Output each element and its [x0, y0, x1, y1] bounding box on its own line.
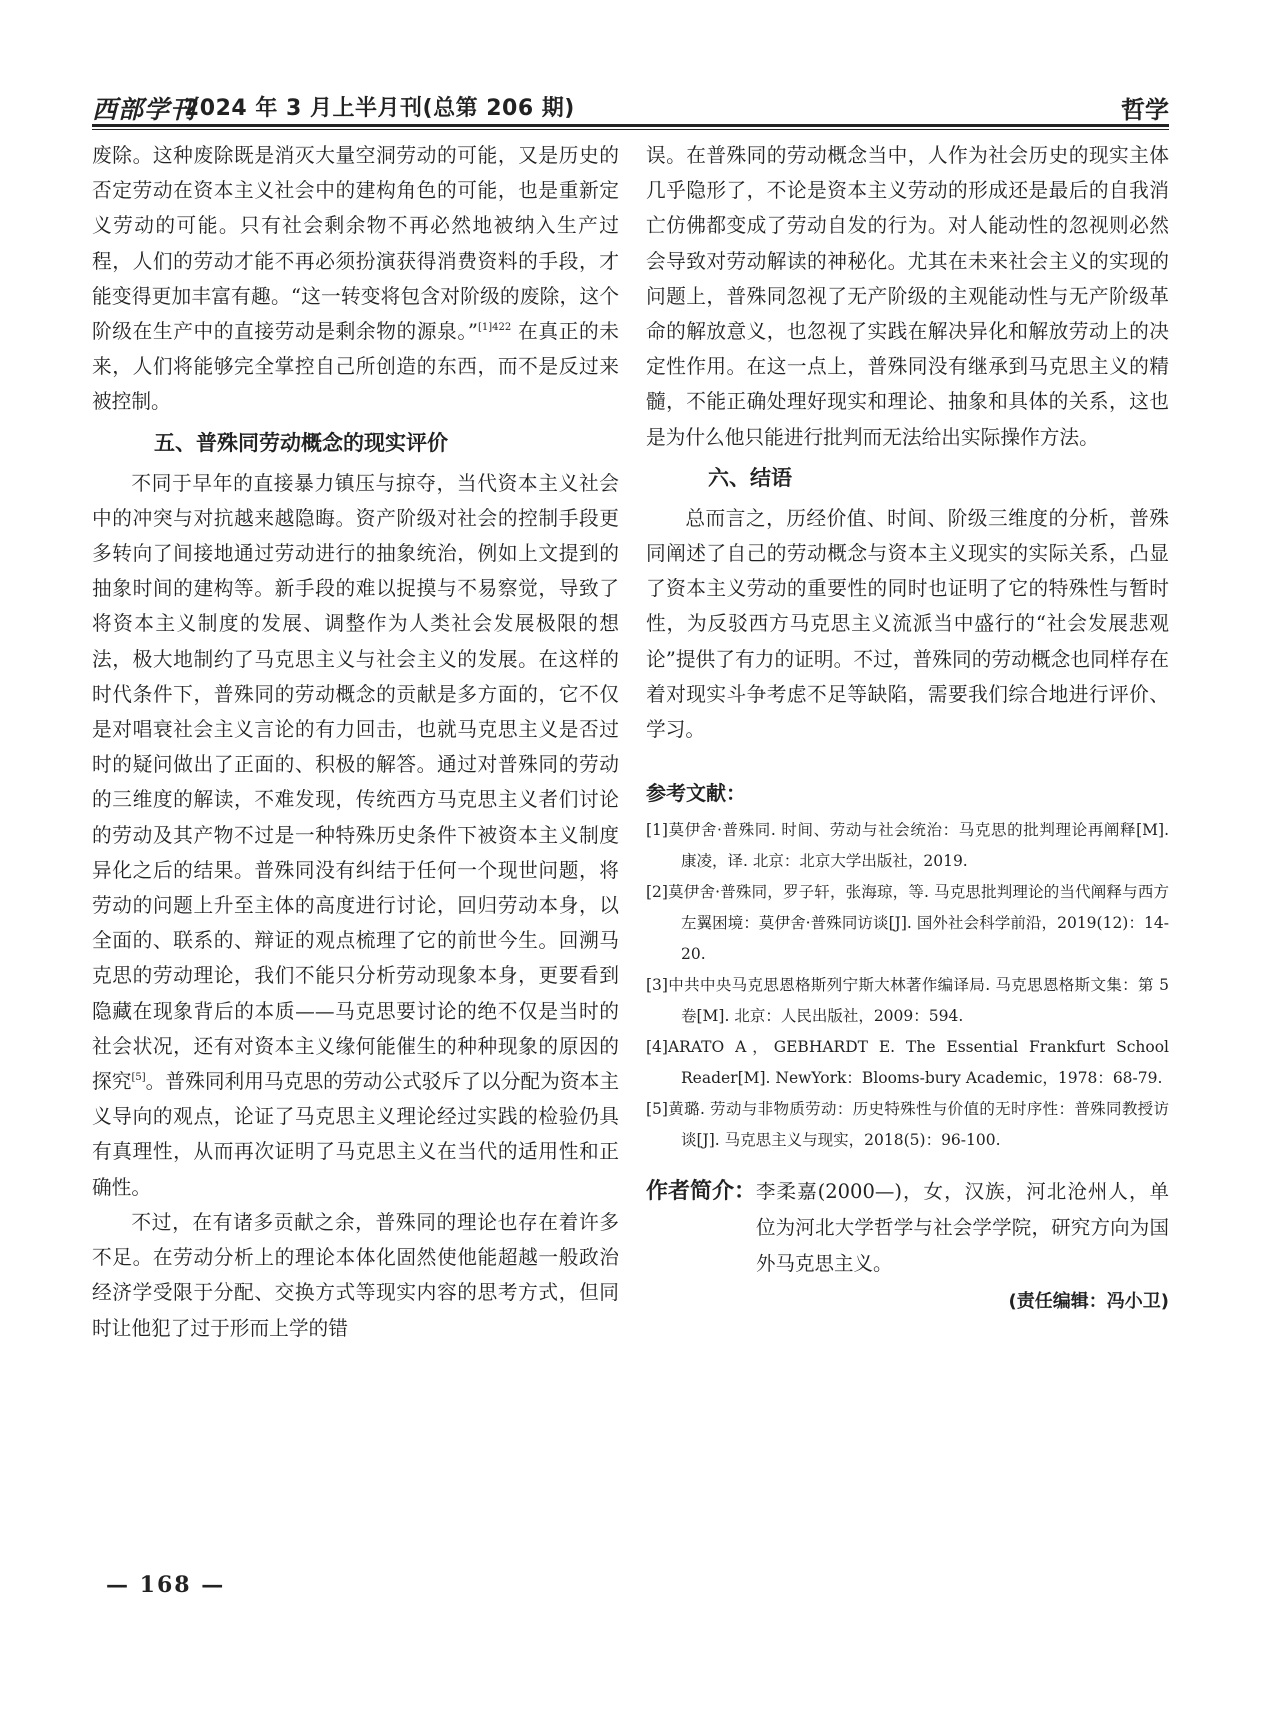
reference-item: [4]ARATO A，GEBHARDT E. The Essential Frankfurt School Reader[M]. NewYork：Blooms-bury Academic，1978：68-79. [646, 1038, 1169, 1088]
header-rule-thin [92, 129, 1169, 130]
references-title: 参考文献： [646, 781, 746, 806]
author-bio [646, 1174, 1169, 1282]
paragraph: 不同于早年的直接暴力镇压与掠夺，当代资本主义社会中的冲突与对抗越来越隐晦。资产阶级对社会的控制手段更多转向了间接地通过劳动进行的抽象统治，例如上文提到的抽象时间的建构等。新手段的难以捉摸与不易察觉，导致了将资本主义制度的发展、调整作为人类社会发展极限的想法，极大地制约了马克思主义与社会主义的发展。在这样的时代条件下，普殊同的劳动概念的贡献是多方面的，它不仅是对唱衰社会主义言论的有力回击，也就马克思主义是否过时的疑问做出了正面的、积极的解答。通过对普殊同的劳动的三维度的解读，不难发现，传统西方马克思主义者们讨论的劳动及其产物不过是一种特殊历史条件下被资本主义制度异化之后的结果。普殊同没有纠结于任何一个现世问题，将劳动的问题上升至主体的高度进行讨论，回归劳动本身，以全面的、联系的、辩证的观点梳理了它的前世今生。回溯马克思的劳动理论，我们不能只分析劳动现象本身，更要看到隐藏在现象背后的本质——马克思要讨论的绝不仅是当时的社会状况，还有对资本主义缘何能催生的种种现象的原因的探究[5]。普殊同利用马克思的劳动公式驳斥了以分配为资本主义导向的观点，论证了马克思主义理论经过实践的检验仍具有真理性，从而再次证明了马克思主义在当代的适用性和正确性。 [92, 471, 620, 1199]
header-rule [92, 124, 1169, 127]
author-text: 李柔嘉(2000—)，女，汉族，河北沧州人，单位为河北大学哲学与社会学学院，研究方向为国外马克思主义。 [756, 1180, 1169, 1276]
references-list [646, 815, 1169, 1156]
citation: [1]422 [477, 322, 512, 334]
page-number: — 168 — [106, 1572, 226, 1598]
running-header [92, 88, 1169, 122]
author-label: 作者简介： [646, 1179, 757, 1205]
paragraph: 误。在普殊同的劳动概念当中，人作为社会历史的现实主体几乎隐形了，不论是资本主义劳动的形成还是最后的自我消亡仿佛都变成了劳动自发的行为。对人能动性的忽视则必然会导致对劳动解读的神秘化。尤其在未来社会主义的实现的问题上，普殊同忽视了无产阶级的主观能动性与无产阶级革命的解放意义，也忽视了实践在解决异化和解放劳动上的决定性作用。在这一点上，普殊同没有继承到马克思主义的精髓，不能正确处理好现实和理论、抽象和具体的关系，这也是为什么他只能进行批判而无法给出实际操作方法。 [646, 144, 1169, 449]
reference-item: [1]莫伊舍·普殊同. 时间、劳动与社会统治：马克思的批判理论再阐释[M]. 康凌，译. 北京：北京大学出版社，2019. [646, 821, 1169, 871]
section-heading-6: 六、结语 [708, 465, 792, 490]
paragraph: 废除。这种废除既是消灭大量空洞劳动的可能，又是历史的否定劳动在资本主义社会中的建构角色的可能，也是重新定义劳动的可能。只有社会剩余物不再必然地被纳入生产过程，人们的劳动才能不再必须扮演获得消费资料的手段，才能变得更加丰富有趣。“这一转变将包含对阶级的废除，这个阶级在生产中的直接劳动是剩余物的源泉。”$^{[1]422}$ 在真正的未来，人们将能够完全掌控自己所创造的东西，而不是反过来被控制。 [92, 144, 619, 414]
right-column [646, 138, 1169, 1320]
paragraph: 不过，在有诸多贡献之余，普殊同的理论也存在着许多不足。在劳动分析上的理论本体化固然使他能超越一般政治经济学受限于分配、交换方式等现实内容的思考方式，但同时让他犯了过于形而上学的错 [92, 1210, 619, 1340]
journal-logo: 西部学刊 [92, 95, 197, 124]
reference-item: [2]莫伊舍·普殊同，罗子轩，张海琼，等. 马克思批判理论的当代阐释与西方左翼困境：莫伊舍·普殊同访谈[J]. 国外社会科学前沿，2019(12)：14-20. [646, 883, 1169, 964]
responsible-editor: (责任编辑：冯小卫) [1008, 1291, 1169, 1313]
reference-item: [5]黄璐. 劳动与非物质劳动：历史特殊性与价值的无时序性：普殊同教授访谈[J]. 马克思主义与现实，2018(5)：96-100. [646, 1100, 1169, 1150]
section-name: 哲学 [1121, 96, 1169, 124]
section-heading-5: 五、普殊同劳动概念的现实评价 [154, 430, 448, 455]
issue-info: 2024 年 3 月上半月刊(总第 206 期) [184, 96, 575, 121]
reference-item: [3]中共中央马克思恩格斯列宁斯大林著作编译局. 马克思恩格斯文集：第 5 卷[M]. 北京：人民出版社，2009：594. [646, 976, 1169, 1026]
paragraph: 总而言之，历经价值、时间、阶级三维度的分析，普殊同阐述了自己的劳动概念与资本主义现实的实际关系，凸显了资本主义劳动的重要性的同时也证明了它的特殊性与暂时性，为反驳西方马克思主义流派当中盛行的“社会发展悲观论”提供了有力的证明。不过，普殊同的劳动概念也同样存在着对现实斗争考虑不足等缺陷，需要我们综合地进行评价、学习。 [646, 506, 1169, 742]
left-column [92, 138, 619, 1346]
citation: [5] [131, 1072, 146, 1084]
